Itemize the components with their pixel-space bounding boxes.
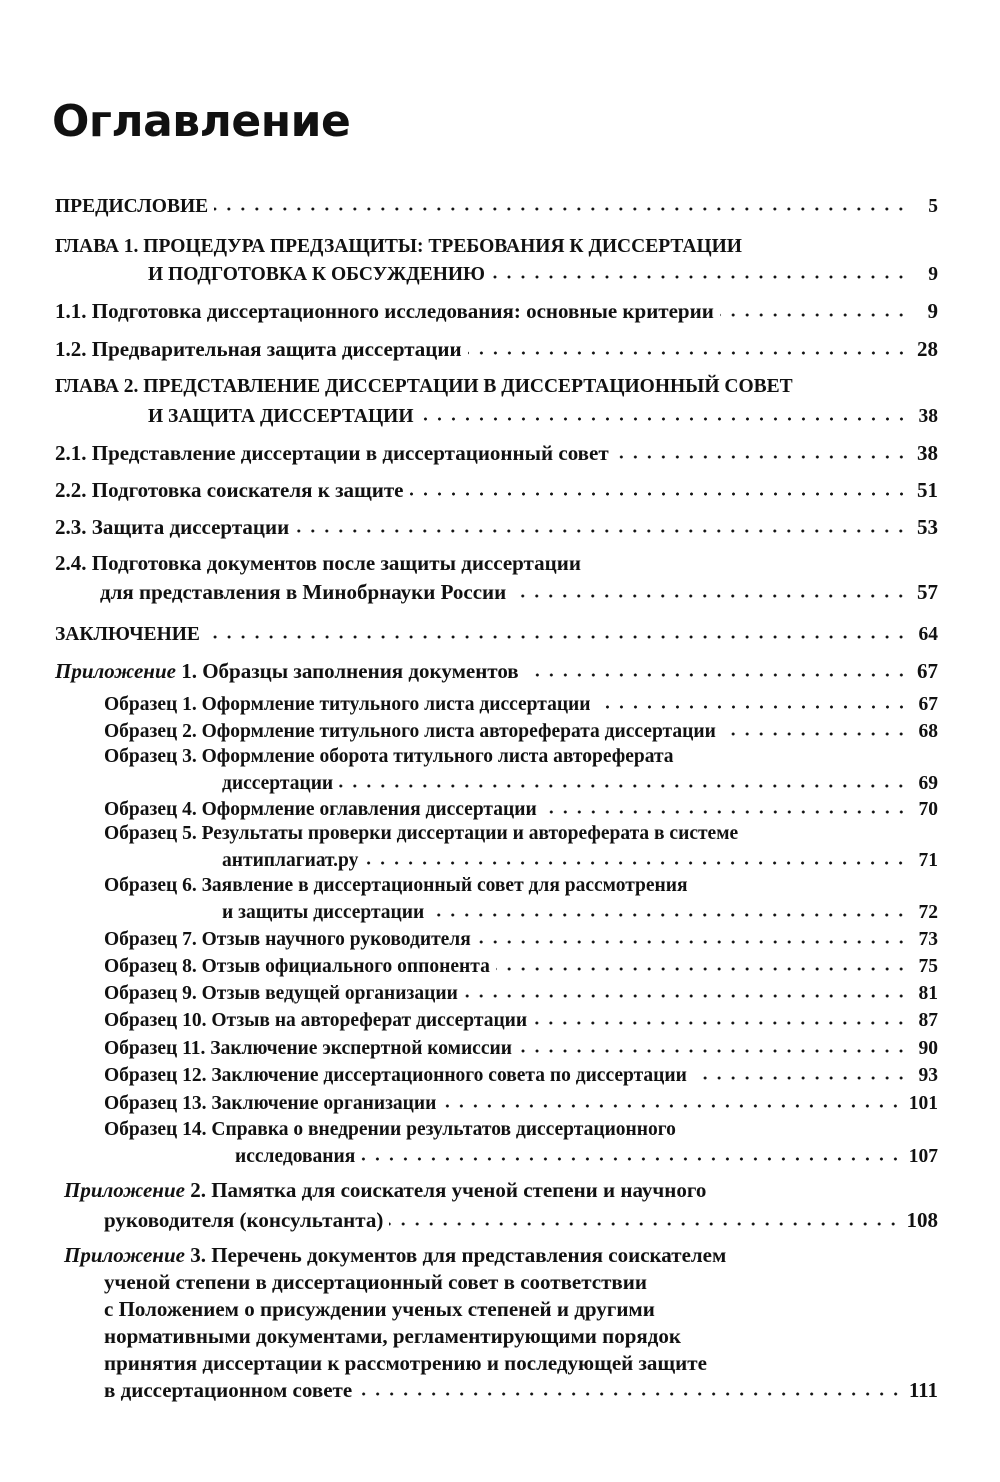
dot-leader: [364, 850, 908, 866]
dot-leader: [533, 1010, 908, 1026]
sample-label: Образец 11.: [104, 1038, 206, 1059]
toc-entry-text-cont: И ПОДГОТОВКА К ОБСУЖДЕНИЮ: [148, 264, 486, 285]
page-number: 71: [918, 850, 938, 871]
page-number: 53: [917, 515, 938, 539]
toc-entry-text: Отзыв научного руководителя: [201, 929, 471, 950]
toc-entry-text-cont: исследования: [235, 1146, 356, 1167]
toc-entry-text-cont: антиплагиат.ру: [222, 850, 359, 871]
dot-leader: [464, 983, 908, 999]
toc-entry-text: 2.3. Защита диссертации: [55, 515, 290, 539]
page-number: 108: [906, 1208, 938, 1232]
appendix-heading: [64, 1243, 726, 1268]
sample-label: Образец 14.: [104, 1119, 207, 1140]
appendix-label: Приложение: [64, 1178, 185, 1202]
toc-entry-text: 2. Памятка для соискателя ученой степени и научного: [184, 1178, 707, 1202]
sample-label: Образец 10.: [104, 1010, 207, 1031]
sample-label: Образец 12.: [104, 1065, 207, 1086]
dot-leader: [518, 1038, 908, 1054]
page-number: 9: [928, 264, 938, 285]
toc-entry-text: ПРЕДИСЛОВИЕ: [55, 196, 209, 217]
sample-label: Образец 8.: [104, 956, 197, 977]
dot-leader: [496, 956, 908, 972]
dot-leader: [358, 1380, 903, 1397]
sample-label: Образец 7.: [104, 929, 197, 950]
toc-entry-text-cont: ученой степени в диссертационный совет в соответствии: [104, 1270, 647, 1294]
page-number: 107: [908, 1146, 938, 1167]
toc-entry-text: ГЛАВА 1. ПРОЦЕДУРА ПРЕДЗАЩИТЫ: ТРЕБОВАНИЯ К ДИССЕРТАЦИИ: [55, 236, 742, 257]
dot-leader: [468, 339, 908, 356]
dot-leader: [410, 480, 909, 497]
toc-entry-text: 1. Образцы заполнения документов: [175, 659, 519, 683]
toc-entry-text: Заключение экспертной комиссии: [210, 1038, 512, 1059]
toc-entry-text: 1.2. Предварительная защита диссертации: [55, 337, 462, 361]
dot-leader: [339, 773, 908, 789]
dot-leader: [597, 694, 908, 710]
toc-entry-text-cont: руководителя (консультанта): [104, 1208, 384, 1232]
page-number: 9: [927, 299, 938, 323]
page-number: 93: [918, 1065, 938, 1086]
toc-entry-text: Отзыв на автореферат диссертации: [211, 1010, 528, 1031]
dot-leader: [295, 517, 908, 534]
page-number: 101: [908, 1093, 938, 1114]
sample-label: Образец 6.: [104, 875, 197, 896]
page-number: 75: [918, 956, 938, 977]
page-title: Оглавление: [52, 96, 351, 147]
toc-entry-text: Справка о внедрении результатов диссертационного: [211, 1119, 676, 1140]
page-number: 57: [917, 580, 938, 604]
toc-entry-text-cont: нормативными документами, регламентирующими порядок: [104, 1324, 682, 1348]
page-number: 68: [918, 721, 938, 742]
toc-entry-text: Оформление титульного листа автореферата диссертации: [201, 721, 716, 742]
dot-leader: [491, 264, 908, 280]
page-number: 38: [918, 406, 938, 427]
sample-label: Образец 13.: [104, 1093, 207, 1114]
dot-leader: [512, 582, 908, 599]
toc-entry-text: Оформление титульного листа диссертации: [201, 694, 591, 715]
toc-entry-text-cont: с Положением о присуждении ученых степеней и другими: [104, 1297, 655, 1321]
dot-leader: [214, 196, 908, 212]
appendix-label: Приложение: [55, 659, 176, 683]
toc-entry-text: 2.1. Представление диссертации в диссертационный совет: [55, 441, 609, 465]
dot-leader: [389, 1210, 900, 1227]
toc-entry-text-cont: в диссертационном совете: [104, 1378, 353, 1402]
page-number: 28: [917, 337, 938, 361]
sample-label: Образец 3.: [104, 746, 197, 767]
page-number: 38: [917, 441, 938, 465]
page-number: 67: [918, 694, 938, 715]
page-number: 67: [917, 659, 938, 683]
dot-leader: [543, 799, 908, 815]
toc-entry-text-cont: для представления в Минобрнауки России: [100, 580, 507, 604]
sample-label: Образец 5.: [104, 823, 197, 844]
page-number: 70: [918, 799, 938, 820]
toc-entry-text-cont: и защиты диссертации: [222, 902, 425, 923]
page-number: 64: [918, 624, 938, 645]
page-number: 87: [918, 1010, 938, 1031]
page-number: 73: [918, 929, 938, 950]
page-number: 90: [918, 1038, 938, 1059]
page-number: 69: [918, 773, 938, 794]
toc-entry-text: ЗАКЛЮЧЕНИЕ: [55, 624, 200, 645]
toc-entry-text: Заключение организации: [211, 1093, 437, 1114]
page-number: 81: [918, 983, 938, 1004]
page-number: 5: [928, 196, 938, 217]
toc-entry-text: Оформление оглавления диссертации: [201, 799, 537, 820]
appendix-heading: [55, 659, 519, 684]
toc-entry-text: Заявление в диссертационный совет для рассмотрения: [201, 875, 688, 896]
toc-entry-text: ГЛАВА 2. ПРЕДСТАВЛЕНИЕ ДИССЕРТАЦИИ В ДИССЕРТАЦИОННЫЙ СОВЕТ: [55, 376, 793, 397]
dot-leader: [722, 721, 908, 737]
page-number: 51: [917, 478, 938, 502]
toc-entry-text: 2.2. Подготовка соискателя к защите: [55, 478, 404, 502]
toc-entry-text-cont: диссертации: [222, 773, 334, 794]
dot-leader: [361, 1146, 902, 1162]
toc-entry-text: 1.1. Подготовка диссертационного исследования: основные критерии: [55, 299, 714, 323]
toc-entry-text: Оформление оборота титульного листа автореферата: [201, 746, 674, 767]
toc-entry-text: Отзыв официального оппонента: [201, 956, 490, 977]
dot-leader: [525, 661, 908, 678]
toc-entry-text: 2.4. Подготовка документов после защиты диссертации: [55, 551, 581, 575]
sample-label: Образец 1.: [104, 694, 197, 715]
page-number: 72: [918, 902, 938, 923]
dot-leader: [615, 443, 908, 460]
toc-entry-text: Отзыв ведущей организации: [201, 983, 458, 1004]
toc-entry-text: 3. Перечень документов для представления соискателем: [184, 1243, 727, 1267]
sample-label: Образец 9.: [104, 983, 197, 1004]
toc-entry-text-cont: принятия диссертации к рассмотрению и последующей защите: [104, 1351, 707, 1375]
page-number: 111: [908, 1378, 938, 1402]
dot-leader: [442, 1093, 902, 1109]
sample-label: Образец 4.: [104, 799, 197, 820]
toc-entry-text: Результаты проверки диссертации и автореферата в системе: [201, 823, 739, 844]
appendix-heading: [64, 1178, 706, 1203]
toc-entry-text: Заключение диссертационного совета по диссертации: [211, 1065, 687, 1086]
dot-leader: [693, 1065, 908, 1081]
sample-label: Образец 2.: [104, 721, 197, 742]
toc-entry-text-cont: И ЗАЩИТА ДИССЕРТАЦИИ: [148, 406, 414, 427]
appendix-label: Приложение: [64, 1243, 185, 1267]
dot-leader: [720, 301, 908, 318]
dot-leader: [430, 902, 908, 918]
dot-leader: [477, 929, 908, 945]
dot-leader: [420, 406, 908, 422]
dot-leader: [206, 624, 908, 640]
